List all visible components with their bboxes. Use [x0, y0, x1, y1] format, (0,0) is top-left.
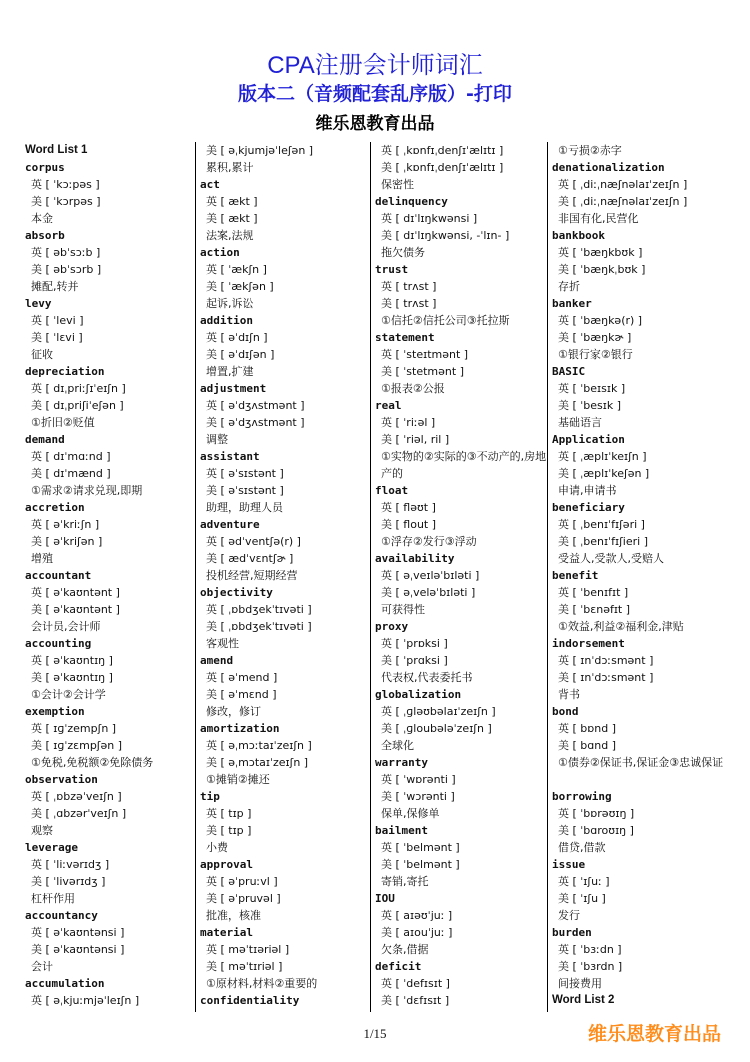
headword: bailment — [375, 824, 428, 837]
pronunciation: 英 [ əˈkaʊntɪŋ ] — [31, 654, 113, 667]
definition: ①效益,利益②福利金,津贴 — [558, 620, 684, 633]
definition: 保密性 — [381, 178, 414, 191]
headword: action — [200, 246, 240, 259]
pronunciation: 美 [ ækt ] — [206, 212, 258, 225]
pronunciation: 美 [ flout ] — [381, 518, 437, 531]
definition: ①债券②保证书,保证金③忠诚保证 — [558, 756, 724, 769]
pronunciation: 英 [ tɪp ] — [206, 807, 252, 820]
column-3 — [375, 142, 547, 1012]
definition: ①浮存②发行③浮动 — [381, 535, 477, 548]
definition: 间接费用 — [558, 977, 602, 990]
definition: 调整 — [206, 433, 228, 446]
definition: ①实物的②实际的③不动产的,房地产的 — [381, 450, 547, 480]
pronunciation: 美 [ əˈdʒʌstmənt ] — [206, 416, 305, 429]
headword: observation — [25, 773, 98, 786]
definition: 可获得性 — [381, 603, 425, 616]
word-list-heading: Word List 2 — [552, 994, 615, 1006]
headword: IOU — [375, 892, 395, 905]
pronunciation: 英 [ əˌmɔːtaɪˈzeɪʃn ] — [206, 739, 312, 752]
column-2 — [200, 142, 368, 1012]
pronunciation: 英 [ əˈsɪstənt ] — [206, 467, 284, 480]
pronunciation: 美 [ dɪˌpriʃiˈeʃən ] — [31, 399, 124, 412]
document-subtitle: 版本二（音频配套乱序版）-打印 — [238, 83, 512, 105]
definition: 受益人,受款人,受赔人 — [558, 552, 664, 565]
pronunciation: 英 [ məˈtɪəriəl ] — [206, 943, 290, 956]
definition: 寄销,寄托 — [381, 875, 429, 888]
headword: proxy — [375, 620, 409, 633]
pronunciation: 英 [ əˈdɪʃn ] — [206, 331, 268, 344]
pronunciation: 美 [ ˈækʃən ] — [206, 280, 274, 293]
pronunciation: 美 [ ɪnˈdɔːsmənt ] — [558, 671, 654, 684]
definition: ①原材料,材料②重要的 — [206, 977, 318, 990]
pronunciation: 美 [ ɪɡˈzɛmpʃən ] — [31, 739, 123, 752]
pronunciation: 美 [ ˈlɛvi ] — [31, 331, 83, 344]
pronunciation: 英 [ ˈriːəl ] — [381, 416, 436, 429]
pronunciation: 美 [ trʌst ] — [381, 297, 437, 310]
definition: 客观性 — [206, 637, 239, 650]
definition: ①会计②会计学 — [31, 688, 106, 701]
pronunciation: 英 [ fləʊt ] — [381, 501, 436, 514]
definition: 修改，修订 — [206, 705, 261, 718]
pronunciation: 英 [ trʌst ] — [381, 280, 437, 293]
headword: corpus — [25, 161, 65, 174]
pronunciation: 英 [ dɪˈlɪŋkwənsi ] — [381, 212, 478, 225]
headword: tip — [200, 790, 220, 803]
pronunciation: 英 [ ˈwɒrənti ] — [381, 773, 456, 786]
pronunciation: 英 [ ˈprɒksi ] — [381, 637, 448, 650]
pronunciation: 英 [ ˌɒbzəˈveɪʃn ] — [31, 790, 122, 803]
pronunciation: 美 [ əˌkjumjəˈleʃən ] — [206, 144, 314, 157]
word-list-heading: Word List 1 — [25, 144, 88, 156]
pronunciation: 英 [ ˈbeɪsɪk ] — [558, 382, 626, 395]
column-divider — [195, 142, 196, 1012]
headword: availability — [375, 552, 455, 565]
pronunciation: 美 [ ˈwɔrənti ] — [381, 790, 455, 803]
definition: 累积,累计 — [206, 161, 254, 174]
pronunciation: 美 [ ˈdɛfɪsɪt ] — [381, 994, 450, 1007]
headword: accumulation — [25, 977, 105, 990]
column-1 — [25, 142, 193, 1012]
definition: 增置,扩建 — [206, 365, 254, 378]
headword: act — [200, 178, 220, 191]
pronunciation: 美 [ ˈlivərɪdʒ ] — [31, 875, 106, 888]
headword: globalization — [375, 688, 462, 701]
definition: ①折旧②贬值 — [31, 416, 95, 429]
definition: 背书 — [558, 688, 580, 701]
pronunciation: 美 [ əˈsɪstənt ] — [206, 484, 284, 497]
pronunciation: 美 [ ˌæplɪˈkeʃən ] — [558, 467, 650, 480]
pronunciation: 美 [ ˈbelmənt ] — [381, 858, 460, 871]
pronunciation: 英 [ ˌæplɪˈkeɪʃn ] — [558, 450, 647, 463]
definition: 摊配,转并 — [31, 280, 79, 293]
pronunciation: 美 [ ˈbesɪk ] — [558, 399, 622, 412]
pronunciation: 英 [ əbˈsɔːb ] — [31, 246, 101, 259]
pronunciation: 英 [ ˈɪʃuː ] — [558, 875, 610, 888]
pronunciation: 英 [ ˌkɒnfɪˌdenʃɪˈælɪtɪ ] — [381, 144, 504, 157]
headword: BASIC — [552, 365, 586, 378]
pronunciation: 美 [ dɪˈlɪŋkwənsi, -ˈlɪn- ] — [381, 229, 510, 242]
pronunciation: 美 [ əˈdɪʃən ] — [206, 348, 275, 361]
pronunciation: 英 [ əˌkjuːmjəˈleɪʃn ] — [31, 994, 140, 1007]
headword: denationalization — [552, 161, 665, 174]
definition: 征收 — [31, 348, 53, 361]
headword: borrowing — [552, 790, 612, 803]
pronunciation: 英 [ ˈliːvərɪdʒ ] — [31, 858, 110, 871]
column-divider — [547, 142, 548, 1012]
pronunciation: 美 [ ˌkɒnfɪˌdenʃɪˈælɪtɪ ] — [381, 161, 504, 174]
headword: deficit — [375, 960, 422, 973]
pronunciation: 英 [ ˌdiːˌnæʃnəlaɪˈzeɪʃn ] — [558, 178, 688, 191]
definition: 申请,申请书 — [558, 484, 617, 497]
definition: 借贷,借款 — [558, 841, 606, 854]
headword: levy — [25, 297, 52, 310]
definition: 发行 — [558, 909, 580, 922]
pronunciation: 英 [ ɪnˈdɔːsmənt ] — [558, 654, 654, 667]
definition: ①亏损②赤字 — [558, 144, 622, 157]
pronunciation: 英 [ ˈækʃn ] — [206, 263, 267, 276]
pronunciation: 英 [ ədˈventʃə(r) ] — [206, 535, 301, 548]
definition: 本金 — [31, 212, 53, 225]
definition: 非国有化,民营化 — [558, 212, 639, 225]
pronunciation: 美 [ əˈmɛnd ] — [206, 688, 277, 701]
vocabulary-columns — [20, 142, 730, 1012]
headword: demand — [25, 433, 65, 446]
document-title: CPA注册会计师词汇 — [267, 52, 483, 79]
pronunciation: 美 [ ˈbɑroʊɪŋ ] — [558, 824, 634, 837]
pronunciation: 美 [ əˈkaʊntənt ] — [31, 603, 120, 616]
definition: 小费 — [206, 841, 228, 854]
pronunciation: 美 [ əbˈsɔrb ] — [31, 263, 102, 276]
definition: 法案,法规 — [206, 229, 254, 242]
headword: objectivity — [200, 586, 273, 599]
definition: 全球化 — [381, 739, 414, 752]
headword: bond — [552, 705, 579, 718]
headword: beneficiary — [552, 501, 625, 514]
pronunciation: 英 [ əˈmend ] — [206, 671, 278, 684]
definition: 保单,保修单 — [381, 807, 440, 820]
pronunciation: 英 [ ˈkɔːpəs ] — [31, 178, 100, 191]
pronunciation: 英 [ ˈbæŋkbʊk ] — [558, 246, 643, 259]
headword: adjustment — [200, 382, 267, 395]
pronunciation: 美 [ ˌɑbzərˈveɪʃn ] — [31, 807, 127, 820]
headword: issue — [552, 858, 586, 871]
headword: statement — [375, 331, 435, 344]
headword: depreciation — [25, 365, 105, 378]
watermark: 维乐恩教育出品 — [588, 1023, 722, 1045]
pronunciation: 英 [ əˈkaʊntənsi ] — [31, 926, 125, 939]
column-divider — [370, 142, 371, 1012]
pronunciation: 英 [ ˈdefɪsɪt ] — [381, 977, 450, 990]
pronunciation: 美 [ məˈtɪriəl ] — [206, 960, 283, 973]
pronunciation: 英 [ ˈbɜːdn ] — [558, 943, 622, 956]
pronunciation: 美 [ əˈkaʊntənsi ] — [31, 943, 125, 956]
pronunciation: 英 [ ˈbæŋkə(r) ] — [558, 314, 643, 327]
pronunciation: 英 [ əˈpruːvl ] — [206, 875, 278, 888]
definition: ①信托②信托公司③托拉斯 — [381, 314, 510, 327]
definition: ①报表②公报 — [381, 382, 445, 395]
headword: accountant — [25, 569, 92, 582]
pronunciation: 英 [ ækt ] — [206, 195, 258, 208]
pronunciation: 美 [ tɪp ] — [206, 824, 252, 837]
definition: ①摊销②摊还 — [206, 773, 270, 786]
headword: accountancy — [25, 909, 98, 922]
definition: 起诉,诉讼 — [206, 297, 254, 310]
definition: ①需求②请求兑现,即期 — [31, 484, 143, 497]
pronunciation: 美 [ əˈpruvəl ] — [206, 892, 281, 905]
pronunciation: 美 [ bɑnd ] — [558, 739, 616, 752]
definition: 基础语言 — [558, 416, 602, 429]
pronunciation: 英 [ ˈbɒrəʊɪŋ ] — [558, 807, 635, 820]
headword: addition — [200, 314, 253, 327]
pronunciation: 美 [ ˈstetmənt ] — [381, 365, 464, 378]
page-number: 1/15 — [363, 1026, 387, 1041]
pronunciation: 美 [ ˈriəl, ril ] — [381, 433, 450, 446]
pronunciation: 英 [ ɪɡˈzempʃn ] — [31, 722, 117, 735]
headword: absorb — [25, 229, 65, 242]
pronunciation: 英 [ ˌɡləʊbəlaɪˈzeɪʃn ] — [381, 705, 496, 718]
pronunciation: 英 [ ˌɒbdʒekˈtɪvəti ] — [206, 603, 312, 616]
pronunciation: 美 [ aɪouˈjuː ] — [381, 926, 453, 939]
pronunciation: 美 [ ˌɡloubələˈzeɪʃn ] — [381, 722, 492, 735]
pronunciation: 英 [ əˈkaʊntənt ] — [31, 586, 120, 599]
pronunciation: 美 [ ˈkɔrpəs ] — [31, 195, 101, 208]
pronunciation: 英 [ bɒnd ] — [558, 722, 616, 735]
definition: 助理，助理人员 — [206, 501, 283, 514]
headword: exemption — [25, 705, 85, 718]
headword: accretion — [25, 501, 85, 514]
definition: 拖欠债务 — [381, 246, 425, 259]
definition: 存折 — [558, 280, 580, 293]
headword: warranty — [375, 756, 428, 769]
headword: amortization — [200, 722, 280, 735]
headword: bankbook — [552, 229, 605, 242]
definition: 投机经营,短期经营 — [206, 569, 298, 582]
pronunciation: 美 [ ˈɪʃu ] — [558, 892, 606, 905]
headword: real — [375, 399, 402, 412]
headword: burden — [552, 926, 592, 939]
headword: delinquency — [375, 195, 448, 208]
definition: 会计 — [31, 960, 53, 973]
definition: 杠杆作用 — [31, 892, 75, 905]
headword: material — [200, 926, 253, 939]
pronunciation: 英 [ əˈdʒʌstmənt ] — [206, 399, 305, 412]
definition: 欠条,借据 — [381, 943, 429, 956]
pronunciation: 英 [ əˈkriːʃn ] — [31, 518, 100, 531]
headword: approval — [200, 858, 253, 871]
pronunciation: 美 [ əˌmɔtaɪˈzeɪʃn ] — [206, 756, 309, 769]
pronunciation: 英 [ ˈlevi ] — [31, 314, 84, 327]
pronunciation: 英 [ ˌbenɪˈfɪʃəri ] — [558, 518, 645, 531]
headword: benefit — [552, 569, 599, 582]
definition: 增殖 — [31, 552, 53, 565]
pronunciation: 英 [ aɪəʊˈjuː ] — [381, 909, 453, 922]
pronunciation: 美 [ əˈkriʃən ] — [31, 535, 103, 548]
definition: ①免税,免税额②免除债务 — [31, 756, 154, 769]
pronunciation: 美 [ ˌɒbdʒekˈtɪvəti ] — [206, 620, 312, 633]
pronunciation: 英 [ dɪˈmɑːnd ] — [31, 450, 111, 463]
definition: 观察 — [31, 824, 53, 837]
pronunciation: 英 [ əˌveɪləˈbɪləti ] — [381, 569, 480, 582]
headword: banker — [552, 297, 592, 310]
pronunciation: 英 [ ˈbelmənt ] — [381, 841, 460, 854]
definition: ①银行家②银行 — [558, 348, 633, 361]
pronunciation: 英 [ ˈbenɪfɪt ] — [558, 586, 629, 599]
definition: 批准，核准 — [206, 909, 261, 922]
headword: indorsement — [552, 637, 625, 650]
definition: 会计员,会计师 — [31, 620, 101, 633]
pronunciation: 英 [ ˈsteɪtmənt ] — [381, 348, 469, 361]
pronunciation: 美 [ ædˈvɛntʃɚ ] — [206, 552, 294, 565]
pronunciation: 美 [ ˈbɜrdn ] — [558, 960, 623, 973]
pronunciation: 美 [ ˈbæŋkɚ ] — [558, 331, 632, 344]
pronunciation: 美 [ ˈbɛnəfɪt ] — [558, 603, 631, 616]
definition: 代表权,代表委托书 — [381, 671, 473, 684]
headword: adventure — [200, 518, 260, 531]
publisher-line: 维乐恩教育出品 — [315, 114, 435, 134]
pronunciation: 美 [ ˈbæŋkˌbʊk ] — [558, 263, 646, 276]
pronunciation: 美 [ ˈprɑksi ] — [381, 654, 448, 667]
headword: assistant — [200, 450, 260, 463]
column-4 — [552, 142, 730, 1012]
pronunciation: 英 [ dɪˌpriːʃɪˈeɪʃn ] — [31, 382, 126, 395]
pronunciation: 美 [ ˌdiːˌnæʃnəlaɪˈzeɪʃn ] — [558, 195, 688, 208]
headword: trust — [375, 263, 409, 276]
pronunciation: 美 [ ˌbenɪˈfɪʃieri ] — [558, 535, 648, 548]
headword: amend — [200, 654, 234, 667]
headword: float — [375, 484, 409, 497]
pronunciation: 美 [ dɪˈmænd ] — [31, 467, 111, 480]
headword: Application — [552, 433, 625, 446]
headword: accounting — [25, 637, 92, 650]
headword: leverage — [25, 841, 78, 854]
headword: confidentiality — [200, 994, 300, 1007]
pronunciation: 美 [ əˈkaʊntɪŋ ] — [31, 671, 113, 684]
pronunciation: 美 [ əˌveləˈbɪləti ] — [381, 586, 476, 599]
